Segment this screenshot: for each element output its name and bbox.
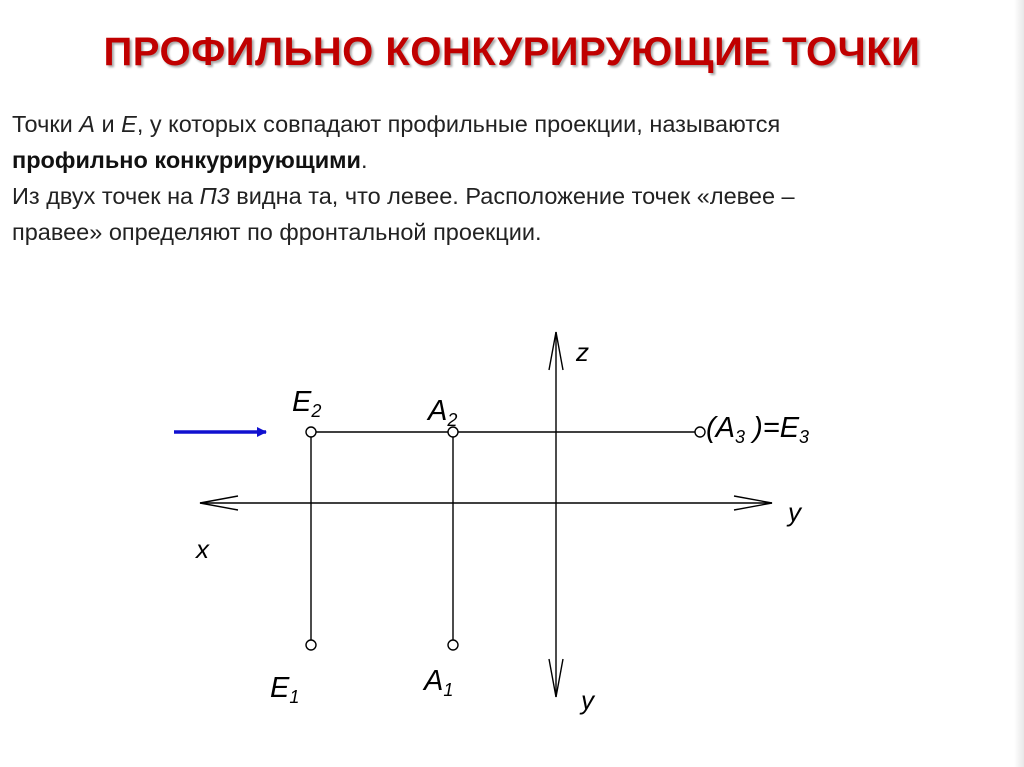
- text-line-3: Из двух точек на П3 видна та, что левее. Расположение точек «левее –: [12, 183, 795, 209]
- label-E2: $E_2$: [292, 386, 322, 421]
- label-A3-E3: ($A_3$ )$=E_3$: [706, 412, 810, 447]
- point-E2: [306, 427, 316, 437]
- axis-label-y-down: y: [581, 685, 594, 715]
- text-line-1: Точки A и E, у которых совпадают профильные проекции, называются: [12, 111, 781, 137]
- vertical-axis: [549, 332, 563, 697]
- point-A3-E3: [695, 427, 705, 437]
- label-A2: $A_2$: [428, 395, 458, 430]
- point-E1: [306, 640, 316, 650]
- horizontal-axis: [200, 496, 772, 510]
- axis-label-y-right: y: [788, 497, 801, 527]
- text-line-2: профильно конкурирующими.: [12, 147, 368, 173]
- label-E1: $E_1$: [270, 672, 300, 707]
- text-line-4: правее» определяют по фронтальной проекции.: [12, 219, 542, 245]
- axis-label-x: x: [196, 534, 209, 564]
- label-A1: $A_1$: [424, 665, 454, 700]
- bold-term: профильно конкурирующими: [12, 147, 361, 173]
- slide-title: ПРОФИЛЬНО КОНКУРИРУЮЩИЕ ТОЧКИ: [103, 30, 921, 74]
- point-A1: [448, 640, 458, 650]
- axis-label-z: z: [576, 337, 589, 367]
